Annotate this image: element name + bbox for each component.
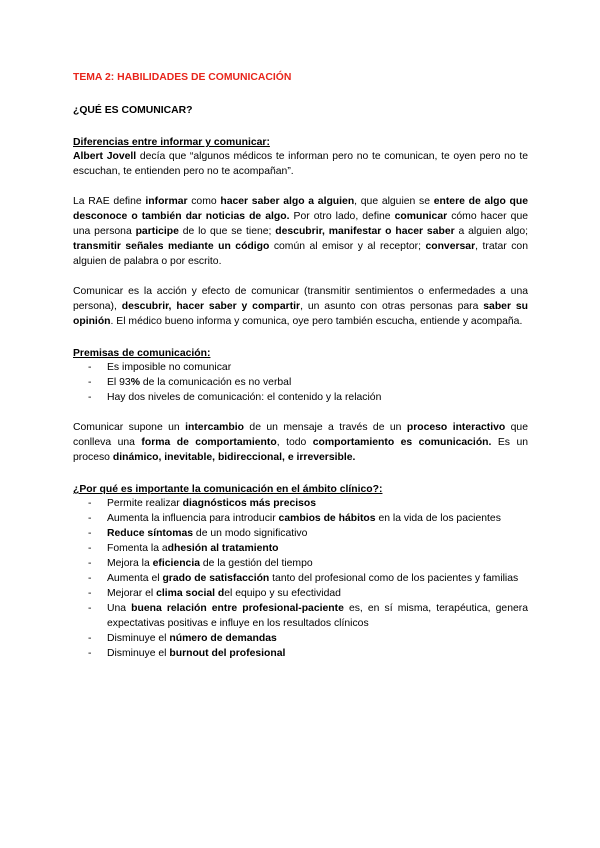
- bold-text: hacer saber algo a alguien: [220, 196, 355, 207]
- bold-text: dinámico, inevitable, bidireccional, e irreversible.: [112, 452, 356, 463]
- bold-text: número de demandas: [169, 633, 277, 644]
- bold-text: Albert Jovell: [73, 151, 137, 162]
- bold-text: saber su opinión: [73, 301, 528, 327]
- bold-text: diagnósticos más precisos: [182, 498, 317, 509]
- premisas-list: [73, 360, 528, 405]
- bold-text: eficiencia: [152, 558, 200, 569]
- bold-text: descubrir, hacer saber y compartir: [121, 301, 301, 312]
- bold-text: proceso interactivo: [406, 422, 506, 433]
- list-item: - Mejora la eficiencia de la gestión del tiempo: [73, 556, 528, 571]
- bold-text: entere de algo que desconoce o también dar noticias de algo.: [73, 196, 528, 222]
- paragraph-comunicar: Comunicar es la acción y efecto de comunicar (transmitir sentimientos o enfermedades a una persona), descubrir, hacer saber y compartir, un asunto con otras personas para saber su opinión. El médico bueno informa y comunica, oye pero también escucha, entiende y acompaña.: [73, 286, 528, 327]
- bold-text: %: [130, 377, 140, 388]
- subheading-importancia: ¿Por qué es importante la comunicación en el ámbito clínico?:: [73, 484, 383, 495]
- list-item: - El 93% de la comunicación es no verbal: [73, 375, 528, 390]
- subheading-informar-comunicar: Diferencias entre informar y comunicar:: [73, 137, 270, 148]
- bold-text: descubrir, manifestar o hacer saber: [275, 226, 455, 237]
- list-item: - Permite realizar diagnósticos más precisos: [73, 496, 528, 511]
- paragraph-intercambio: Comunicar supone un intercambio de un mensaje a través de un proceso interactivo que conlleva una forma de comportamiento, todo comportamiento es comunicación. Es un proceso dinámico, inevitable, bidireccional, e irreversible.: [73, 422, 529, 463]
- bold-text: intercambio: [185, 422, 245, 433]
- bold-text: informar: [145, 196, 188, 207]
- list-item: - Fomenta la adhesión al tratamiento: [73, 541, 528, 556]
- list-item: - Aumenta el grado de satisfacción tanto del profesional como de los pacientes y familias: [73, 571, 528, 586]
- bold-text: Reduce síntomas: [107, 528, 194, 539]
- bold-text: burnout del profesional: [169, 648, 286, 659]
- bold-text: comportamiento es comunicación.: [312, 437, 492, 448]
- section-heading: ¿QUÉ ES COMUNICAR?: [73, 105, 193, 116]
- paragraph-jovell: Albert Jovell decía que “algunos médicos te informan pero no te comunican, te oyen pero no te escuchan, te entienden pero no te acompañan”.: [73, 151, 528, 177]
- list-item: - Es imposible no comunicar: [73, 360, 528, 375]
- importancia-list: [73, 496, 528, 661]
- bold-text: dhesión al tratamiento: [167, 543, 279, 554]
- bold-text: comunicar: [394, 211, 448, 222]
- document-title: TEMA 2: HABILIDADES DE COMUNICACIÓN: [73, 72, 292, 83]
- list-item: - Una buena relación entre profesional-paciente es, en sí misma, terapéutica, genera expectativas positivas e influye en los resultados clínicos: [73, 601, 528, 631]
- bold-text: clima social d: [156, 588, 225, 599]
- list-item: - Disminuye el burnout del profesional: [73, 646, 528, 661]
- bold-text: buena relación entre profesional-paciente: [131, 603, 344, 614]
- bold-text: grado de satisfacción: [162, 573, 270, 584]
- list-item: - Reduce síntomas de un modo significativo: [73, 526, 528, 541]
- bold-text: cambios de hábitos: [278, 513, 376, 524]
- paragraph-rae: La RAE define informar como hacer saber algo a alguien, que alguien se entere de algo que desconoce o también dar noticias de algo. Por otro lado, define comunicar cómo hacer que una persona participe de lo que se tiene; descubrir, manifestar o hacer saber a alguien algo; transmitir señales mediante un código común al emisor y al receptor; conversar, tratar con alguien de palabra o por escrito.: [73, 196, 529, 267]
- bold-text: participe: [135, 226, 179, 237]
- bold-text: forma de comportamiento: [141, 437, 277, 448]
- list-item: - Aumenta la influencia para introducir cambios de hábitos en la vida de los pacientes: [73, 511, 528, 526]
- list-item: - Disminuye el número de demandas: [73, 631, 528, 646]
- bold-text: transmitir señales mediante un código: [73, 241, 270, 252]
- bold-text: conversar: [425, 241, 476, 252]
- subheading-premisas: Premisas de comunicación:: [73, 348, 211, 359]
- list-item: - Mejorar el clima social del equipo y su efectividad: [73, 586, 528, 601]
- list-item: - Hay dos niveles de comunicación: el contenido y la relación: [73, 390, 528, 405]
